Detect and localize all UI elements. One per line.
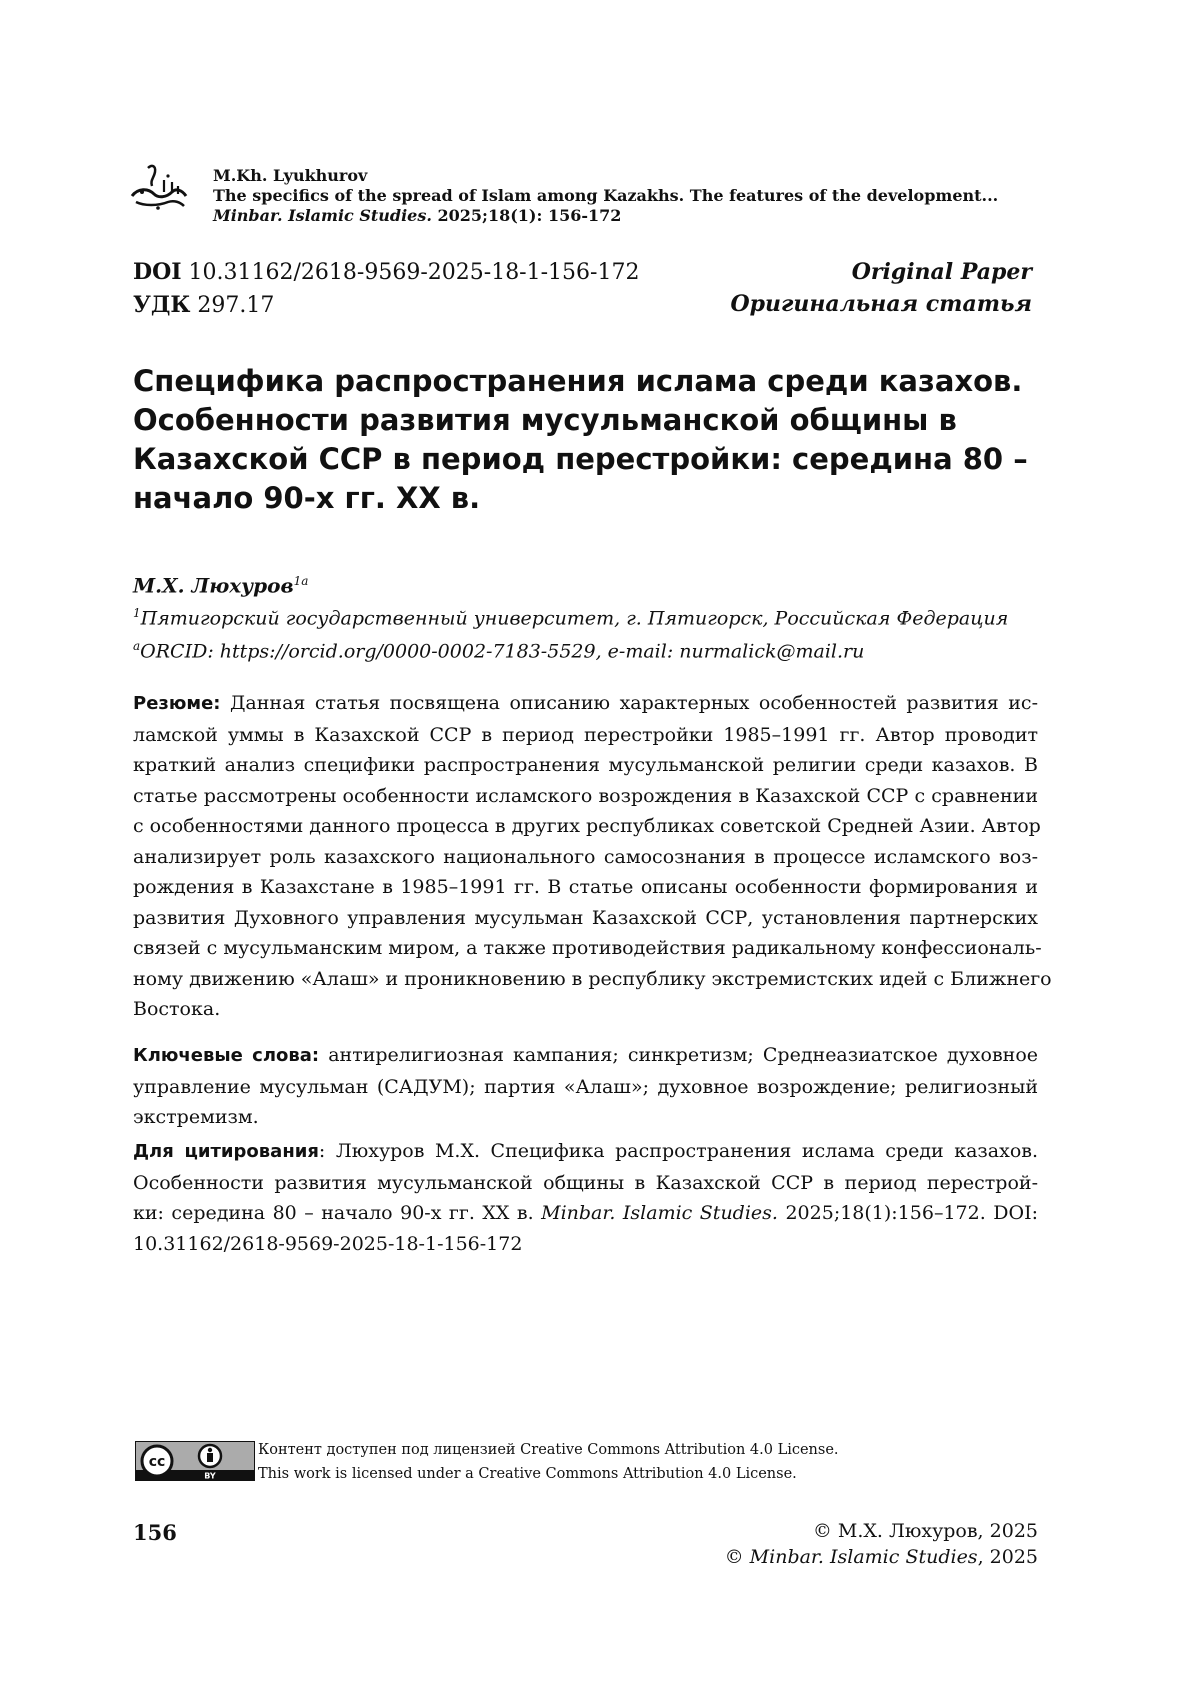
udk-label: УДК [133,292,191,318]
doi-value[interactable]: 10.31162/2618-9569-2025-18-1-156-172 [181,260,640,285]
copyright-block [725,1518,1038,1570]
abstract-line: с особенностями данного процесса в других республиках советской Средней Азии. Автор [133,815,1041,837]
title-line: Специфика распространения ислама среди казахов. [133,364,1023,398]
affiliation-line [133,600,1073,632]
abstract-line: рождения в Казахстане в 1985–1991 гг. В статье описаны особенности формирования и [133,876,1038,898]
article-type-block [730,256,1032,320]
running-header-citation [213,206,1113,226]
minbar-calligraphy-logo-icon [128,162,190,212]
keywords-line: Ключевые слова: антирелигиозная кампания; синкретизм; Среднеазиатское духовное [133,1044,1038,1066]
article-title [133,362,1053,518]
orcid-sup: a [133,638,141,653]
author-name: М.Х. Люхуров [133,573,294,598]
license-text [258,1438,839,1486]
title-line: Особенности развития мусульманской общины в [133,403,957,437]
doi-label: DOI [133,259,182,285]
abstract-line: ному движению «Алаш» и проникновению в республику экстремистских идей с Ближнего [133,967,1052,990]
abstract-line: ламской уммы в Казахской ССР в период перестройки 1985–1991 гг. Автор проводит [133,723,1038,746]
title-line: Казахской ССР в период перестройки: середина 80 – [133,442,1028,476]
affiliation: Пятигорский государственный университет, г. Пятигорск, Российская Федерация [140,607,1009,630]
running-header-author: M.Kh. Lyukhurov [213,166,368,185]
abstract-line: статье рассмотрены особенности исламского возрождения в Казахской ССР с сравнении [133,784,1038,807]
citation-doi[interactable]: 10.31162/2618-9569-2025-18-1-156-172 [133,1232,523,1255]
doi-line [133,256,639,289]
abstract-line: краткий анализ специфики распространения мусульманской религии среди казахов. В [133,754,1038,776]
abstract-line: Востока. [133,998,221,1020]
keywords-label: Ключевые слова: [133,1045,320,1066]
author-block [133,568,1073,665]
affiliation-sup: 1 [133,606,141,621]
license-en: This work is licensed under a Creative Commons Attribution 4.0 License. [258,1466,797,1482]
cc-badge-cc-text: cc [148,1454,166,1470]
udk-value: 297.17 [190,293,275,318]
running-header-title: The specifics of the spread of Islam among Kazakhs. The features of the development... [213,186,999,205]
author-sup: 1a [293,574,309,588]
cc-badge-by-text: BY [204,1471,216,1481]
author-line [133,568,1073,600]
identifiers-block [133,256,639,322]
citation-line: ки: середина 80 – начало 90-х гг. XX в. Minbar. Islamic Studies. 2025;18(1):156–172. DOI: [133,1202,1038,1224]
title-line: начало 90-х гг. XX в. [133,481,481,515]
cc-by-license-icon[interactable] [135,1441,255,1481]
copyright-author: © М.Х. Люхуров, 2025 [812,1520,1038,1542]
orcid-line [133,633,1073,665]
citation-label: Для цитирования [133,1141,319,1162]
license-ru: Контент доступен под лицензией Creative Commons Attribution 4.0 License. [258,1442,839,1458]
citation-paragraph [133,1136,1038,1259]
citation-journal: Minbar. Islamic Studies. [541,1202,778,1224]
keywords-line: экстремизм. [133,1106,259,1128]
orcid-email[interactable]: ORCID: https://orcid.org/0000-0002-7183-5529, e-mail: nurmalick@mail.ru [140,639,865,662]
abstract-line: Резюме: Данная статья посвящена описанию характерных особенностей развития ис- [133,692,1038,714]
abstract-line: анализирует роль казахского национального самосознания в процессе исламского воз- [133,845,1038,868]
article-type-en: Original Paper [851,259,1032,285]
citation-line: Особенности развития мусульманской общины в Казахской ССР в период перестрой- [133,1171,1038,1194]
keywords-paragraph [133,1040,1038,1133]
citation-line: Для цитирования: Люхуров М.Х. Специфика распространения ислама среди казахов. [133,1140,1038,1162]
keywords-line: управление мусульман (САДУМ); партия «Алаш»; духовное возрождение; религиозный [133,1075,1038,1098]
udk-line [133,289,639,322]
abstract-paragraph [133,688,1052,1025]
abstract-line: связей с мусульманским миром, а также противодействия радикальному конфессиональ- [133,937,1042,959]
page-number: 156 [133,1520,177,1545]
copyright-journal: © Minbar. Islamic Studies, 2025 [724,1546,1038,1568]
abstract-label: Резюме: [133,693,221,714]
article-type-ru: Оригинальная статья [730,291,1032,317]
running-header-journal: Minbar. Islamic Studies. [213,206,432,225]
running-header-issue: 2025;18(1): 156-172 [431,206,622,225]
abstract-line: развития Духовного управления мусульман Казахской ССР, установления партнерских [133,906,1038,929]
running-header [213,166,1113,226]
